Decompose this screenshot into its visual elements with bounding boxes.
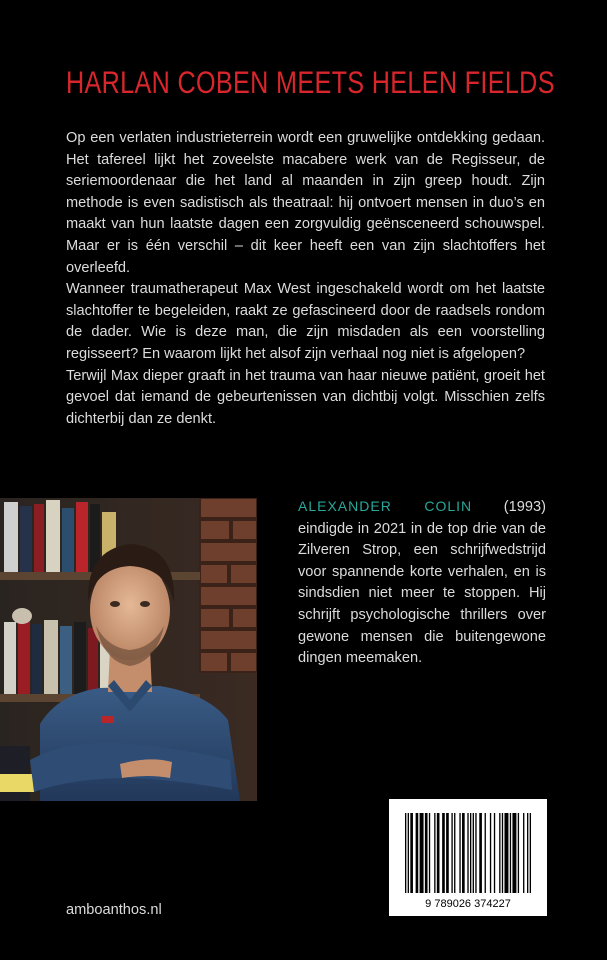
barcode-bar — [451, 813, 452, 893]
blurb-paragraph: Wanneer traumatherapeut Max West ingeschakeld wordt om het laatste slachtoffer te begeleiden, raakt ze gefascineerd door de raadsels rondom de dader. Wie is deze man, die zijn misdaden als een voorstelling regisseert? En waarom lijkt het alsof zijn verhaal nog niet is afgelopen? — [66, 281, 545, 362]
barcode-bar — [504, 813, 508, 893]
barcode-bar — [502, 813, 503, 893]
author-bio-text: (1993) eindigde in 2021 in de top drie van de Zilveren Strop, een schrijfwedstrijd voor spannende korte verhalen, en is sindsdien niet meer te stoppen. Hij schrijft psychologische thrillers over gewone mensen die buitengewone dingen meemaken. — [298, 499, 546, 667]
barcode-bar — [467, 813, 468, 893]
barcode-bar — [437, 813, 440, 893]
barcode-bar — [425, 813, 428, 893]
barcode-bar — [530, 813, 531, 893]
barcode-number: 9 789026 374227 — [425, 898, 511, 910]
barcode-bar — [434, 813, 435, 893]
book-blurb — [66, 128, 545, 430]
barcode-bar — [518, 813, 519, 893]
barcode-bar — [429, 813, 430, 893]
blurb-paragraph: Terwijl Max dieper graaft in het trauma van haar nieuwe patiënt, groeit het gevoel dat iemand de gebeurtenissen van dichtbij volgt. Misschien zelfs dichterbij dan ze denkt. — [66, 367, 545, 427]
barcode-bar — [462, 813, 465, 893]
isbn-barcode — [389, 799, 547, 916]
barcode-bar — [454, 813, 455, 893]
barcode-bar — [510, 813, 511, 893]
blurb-paragraph: Op een verlaten industrieterrein wordt een gruwelijke ontdekking gedaan. Het tafereel lijkt het zoveelste macabere werk van de Regisseur, de seriemoordenaar die het land al maanden in zijn greep houdt. Zijn methode is even sadistisch als theatraal: hij ontvoert mensen in duo’s en maakt van hun laatste dagen een zorgvuldig geënsceneerd schouwspel. Maar er is één verschil – dit keer heeft een van zijn slachtoffers het overleefd. — [66, 130, 545, 276]
barcode-bar — [485, 813, 486, 893]
barcode-bar — [408, 813, 409, 893]
barcode-bar — [479, 813, 482, 893]
barcode-bar — [475, 813, 476, 893]
barcode-bar — [420, 813, 424, 893]
barcode-bar — [523, 813, 524, 893]
tagline-headline: HARLAN COBEN MEETS HELEN FIELDS — [66, 64, 555, 100]
barcode-bar — [470, 813, 471, 893]
barcode-bar — [494, 813, 495, 893]
barcode-bar — [405, 813, 406, 893]
publisher-website: amboanthos.nl — [66, 902, 162, 918]
barcode-graphic — [389, 799, 547, 916]
barcode-bar — [459, 813, 460, 893]
barcode-bar — [512, 813, 516, 893]
barcode-bar — [473, 813, 474, 893]
barcode-bar — [527, 813, 528, 893]
barcode-bar — [490, 813, 491, 893]
author-photo — [0, 498, 257, 801]
author-bio — [298, 496, 546, 670]
author-portrait — [0, 498, 257, 801]
barcode-bar — [499, 813, 500, 893]
author-name: ALEXANDER COLIN — [298, 498, 473, 514]
barcode-bar — [410, 813, 413, 893]
barcode-bar — [416, 813, 419, 893]
barcode-bar — [442, 813, 445, 893]
barcode-bar — [446, 813, 449, 893]
